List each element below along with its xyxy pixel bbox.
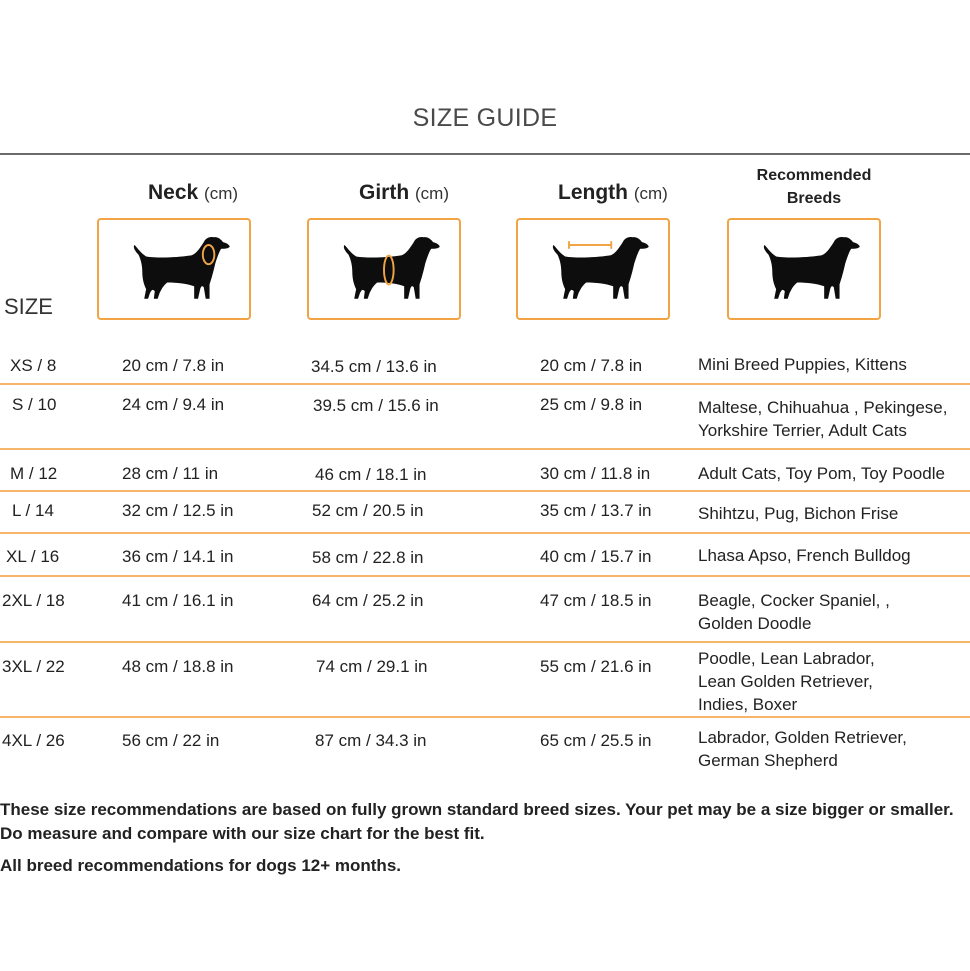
row-7-neck: 48 cm / 18.8 in: [122, 657, 234, 676]
row-3-neck: 28 cm / 11 in: [122, 464, 219, 483]
header-divider: [0, 153, 970, 155]
row-2-neck: 24 cm / 9.4 in: [122, 395, 225, 414]
footer-note-1: These size recommendations are based on fully grown standard breed sizes. Your pet may be a size bigger or smaller.: [0, 800, 954, 819]
row-7-breeds: Poodle, Lean Labrador, Lean Golden Retriever, Indies, Boxer: [698, 649, 875, 714]
row-3-length: 30 cm / 11.8 in: [540, 464, 651, 483]
row-8-neck: 56 cm / 22 in: [122, 731, 220, 750]
row-divider: [0, 532, 970, 534]
row-divider: [0, 490, 970, 492]
row-4-length: 35 cm / 13.7 in: [540, 501, 652, 520]
breeds-header: [729, 164, 899, 210]
page-title: SIZE GUIDE: [412, 104, 558, 132]
length-measure-box: [516, 218, 670, 320]
footer-note-2: Do measure and compare with our size chart for the best fit.: [0, 824, 485, 843]
row-5-girth: 58 cm / 22.8 in: [312, 548, 424, 567]
row-8-size: 4XL / 26: [2, 731, 65, 750]
row-6-size: 2XL / 18: [2, 591, 65, 610]
girth-measure-box: [307, 218, 461, 320]
row-6-girth: 64 cm / 25.2 in: [312, 591, 424, 610]
row-4-neck: 32 cm / 12.5 in: [122, 501, 234, 520]
breeds-header-line2: Breeds: [786, 190, 842, 207]
row-divider: [0, 448, 970, 450]
row-8-length: 65 cm / 25.5 in: [540, 731, 652, 750]
girth-header-unit: (cm): [415, 184, 449, 203]
row-4-breeds: Shihtzu, Pug, Bichon Frise: [698, 504, 899, 523]
length-header: [558, 181, 668, 205]
neck-measure-box: [97, 218, 251, 320]
neck-header-unit: (cm): [204, 184, 239, 203]
neck-header-label: Neck: [148, 181, 199, 204]
row-7-size: 3XL / 22: [2, 657, 65, 676]
row-2-size: S / 10: [12, 395, 57, 414]
row-divider: [0, 575, 970, 577]
row-7-girth: 74 cm / 29.1 in: [316, 657, 428, 676]
row-1-girth: 34.5 cm / 13.6 in: [311, 357, 437, 376]
row-6-length: 47 cm / 18.5 in: [540, 591, 652, 610]
row-6-neck: 41 cm / 16.1 in: [122, 591, 234, 610]
row-5-size: XL / 16: [6, 547, 60, 566]
girth-header: [359, 181, 449, 205]
row-1-neck: 20 cm / 7.8 in: [122, 356, 225, 375]
row-3-breeds: Adult Cats, Toy Pom, Toy Poodle: [698, 464, 945, 483]
row-divider: [0, 716, 970, 718]
row-4-size: L / 14: [12, 501, 54, 520]
dog-silhouette-icon: [729, 220, 879, 318]
dog-neck-measure-icon: [99, 220, 249, 318]
size-column-label: SIZE: [4, 294, 53, 319]
row-divider: [0, 383, 970, 385]
row-5-length: 40 cm / 15.7 in: [540, 547, 652, 566]
row-1-length: 20 cm / 7.8 in: [540, 356, 643, 375]
dog-girth-measure-icon: [309, 220, 459, 318]
length-header-label: Length: [558, 181, 628, 204]
row-3-girth: 46 cm / 18.1 in: [315, 465, 427, 484]
breeds-box: [727, 218, 881, 320]
row-divider: [0, 641, 970, 643]
row-2-length: 25 cm / 9.8 in: [540, 395, 643, 414]
row-5-breeds: Lhasa Apso, French Bulldog: [698, 546, 911, 565]
row-8-girth: 87 cm / 34.3 in: [315, 731, 427, 750]
row-2-girth: 39.5 cm / 15.6 in: [313, 396, 439, 415]
neck-header: [148, 181, 238, 205]
row-3-size: M / 12: [10, 464, 58, 483]
row-1-breeds: Mini Breed Puppies, Kittens: [698, 355, 907, 374]
row-6-breeds: Beagle, Cocker Spaniel, , Golden Doodle: [698, 591, 890, 633]
row-1-size: XS / 8: [10, 356, 57, 375]
breeds-header-line1: Recommended: [756, 167, 872, 184]
footer-note-3: All breed recommendations for dogs 12+ months.: [0, 856, 401, 875]
row-2-breeds: Maltese, Chihuahua , Pekingese, Yorkshire Terrier, Adult Cats: [698, 398, 948, 440]
row-4-girth: 52 cm / 20.5 in: [312, 501, 424, 520]
dog-length-measure-icon: [518, 220, 668, 318]
row-5-neck: 36 cm / 14.1 in: [122, 547, 234, 566]
girth-header-label: Girth: [359, 181, 410, 204]
length-header-unit: (cm): [633, 184, 668, 203]
row-7-length: 55 cm / 21.6 in: [540, 657, 652, 676]
row-8-breeds: Labrador, Golden Retriever, German Shepherd: [698, 728, 907, 770]
